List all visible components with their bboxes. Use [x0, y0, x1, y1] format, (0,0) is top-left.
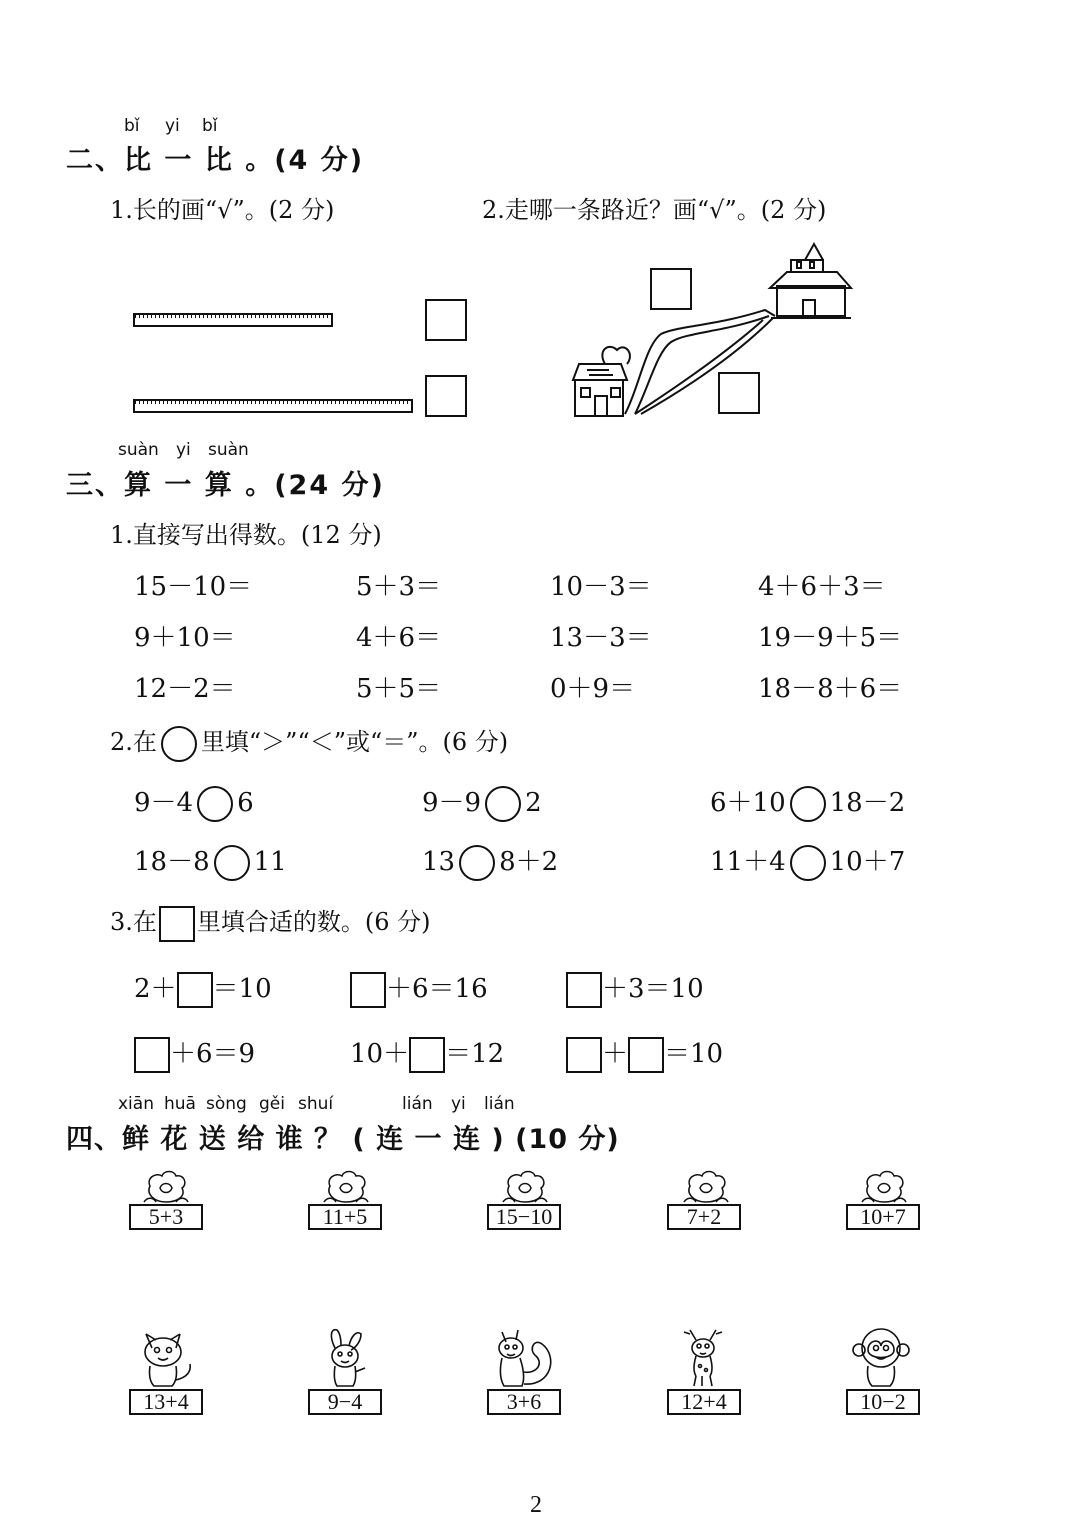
fill-text: ＋: [602, 1039, 629, 1069]
cat-icon: [136, 1326, 196, 1388]
fill-r2c2: [350, 1033, 504, 1073]
flower-card-5[interactable]: 10+7: [846, 1204, 920, 1230]
s3-question-2: [110, 722, 508, 762]
calc-r3c1: 12－2＝: [134, 674, 236, 704]
calc-r2c4: 19－9＋5＝: [758, 623, 903, 653]
flower-icon: [140, 1168, 192, 1204]
fill-r2c3: [566, 1033, 723, 1073]
flower-icon: [320, 1168, 372, 1204]
compare-right: 18－2: [829, 788, 906, 818]
section-2-heading: 二、比 一 比 。(4 分): [66, 145, 365, 176]
fill-text: 10＋: [350, 1039, 410, 1069]
animal-card-5[interactable]: 10−2: [846, 1389, 920, 1415]
pinyin-bi-1: bǐ: [124, 116, 140, 136]
compare-circle[interactable]: [197, 786, 233, 822]
fill-box[interactable]: [566, 972, 602, 1008]
school-icon: [770, 244, 851, 318]
q2-suffix: 里填“＞”“＜”或“＝”。(6 分): [200, 728, 509, 756]
calc-r2c3: 13－3＝: [550, 623, 652, 653]
calc-r1c4: 4＋6＋3＝: [758, 572, 886, 602]
pinyin-hua: huā: [164, 1094, 196, 1114]
fill-text: ＝10: [212, 974, 272, 1004]
flower-card-3[interactable]: 15−10: [487, 1204, 561, 1230]
compare-r1c1: [134, 782, 254, 822]
answer-box-short-ruler[interactable]: [425, 299, 467, 341]
calc-r2c2: 4＋6＝: [356, 623, 442, 653]
compare-right: 10＋7: [829, 847, 906, 877]
compare-left: 18－8: [134, 847, 210, 877]
fill-box[interactable]: [409, 1037, 445, 1073]
compare-circle[interactable]: [214, 845, 250, 881]
sample-circle: [161, 726, 197, 762]
flower-icon: [858, 1168, 910, 1204]
compare-right: 2: [525, 788, 542, 818]
home-icon: [573, 347, 630, 416]
squirrel-icon: [492, 1326, 558, 1388]
compare-left: 9－4: [134, 788, 194, 818]
pinyin-gei: gěi: [259, 1094, 285, 1114]
pinyin-shui: shuí: [298, 1094, 334, 1114]
compare-r2c2: [422, 841, 558, 881]
fill-box[interactable]: [134, 1037, 170, 1073]
sample-box: [159, 906, 195, 942]
fill-r1c3: [566, 968, 704, 1008]
fill-r1c1: [134, 968, 272, 1008]
pinyin-yi: yi: [165, 116, 180, 136]
fill-text: ＋6＝16: [386, 974, 488, 1004]
section-4-heading: 四、鲜 花 送 给 谁 ？ ( 连 一 连 ) (10 分): [66, 1124, 620, 1155]
fill-box[interactable]: [566, 1037, 602, 1073]
short-ruler: [133, 313, 333, 327]
compare-circle[interactable]: [459, 845, 495, 881]
s2-question-1: 1.长的画“√”。(2 分): [110, 196, 335, 224]
compare-left: 9－9: [422, 788, 482, 818]
deer-icon: [674, 1326, 734, 1388]
compare-r1c3: [710, 782, 905, 822]
monkey-icon: [850, 1324, 912, 1388]
answer-box-long-ruler[interactable]: [425, 375, 467, 417]
calc-r1c3: 10－3＝: [550, 572, 652, 602]
compare-circle[interactable]: [790, 786, 826, 822]
fill-text: ＝10: [664, 1039, 724, 1069]
flower-icon: [499, 1168, 551, 1204]
calc-r3c2: 5＋5＝: [356, 674, 442, 704]
s2-question-2: 2.走哪一条路近？画“√”。(2 分): [482, 196, 827, 224]
fill-text: 2＋: [134, 974, 177, 1004]
animal-card-1[interactable]: 13+4: [129, 1389, 203, 1415]
fill-box[interactable]: [628, 1037, 664, 1073]
s3-question-1: 1.直接写出得数。(12 分): [110, 521, 382, 549]
pinyin-suan-1: suàn: [118, 440, 159, 460]
flower-card-4[interactable]: 7+2: [667, 1204, 741, 1230]
long-ruler: [133, 399, 413, 413]
animal-card-4[interactable]: 12+4: [667, 1389, 741, 1415]
compare-left: 13: [422, 847, 456, 877]
calc-r1c1: 15－10＝: [134, 572, 253, 602]
calc-r3c3: 0＋9＝: [550, 674, 636, 704]
q3-suffix: 里填合适的数。(6 分): [196, 908, 431, 936]
flower-card-1[interactable]: 5+3: [129, 1204, 203, 1230]
road-paths: [625, 310, 775, 414]
compare-right: 11: [253, 847, 287, 877]
roads-houses-illustration: [565, 238, 860, 423]
pinyin-lian-1: lián: [402, 1094, 433, 1114]
pinyin-xian: xiān: [118, 1094, 154, 1114]
compare-left: 11＋4: [710, 847, 786, 877]
fill-r2c1: [134, 1033, 255, 1073]
flower-icon: [680, 1168, 732, 1204]
page-number: 2: [530, 1492, 542, 1518]
flower-card-2[interactable]: 11+5: [308, 1204, 382, 1230]
s3-question-3: [110, 902, 431, 942]
fill-text: ＋3＝10: [602, 974, 704, 1004]
rabbit-icon: [315, 1326, 375, 1388]
q3-prefix: 3.在: [110, 908, 157, 936]
calc-r3c4: 18－8＋6＝: [758, 674, 903, 704]
compare-right: 6: [237, 788, 254, 818]
compare-circle[interactable]: [790, 845, 826, 881]
compare-r2c1: [134, 841, 287, 881]
pinyin-yi-3: yi: [451, 1094, 466, 1114]
fill-text: ＝12: [445, 1039, 505, 1069]
pinyin-yi-2: yi: [176, 440, 191, 460]
pinyin-lian-2: lián: [484, 1094, 515, 1114]
fill-box[interactable]: [177, 972, 213, 1008]
calc-r2c1: 9＋10＝: [134, 623, 236, 653]
compare-left: 6＋10: [710, 788, 786, 818]
calc-r1c2: 5＋3＝: [356, 572, 442, 602]
compare-r2c3: [710, 841, 905, 881]
q2-prefix: 2.在: [110, 728, 157, 756]
pinyin-song: sòng: [206, 1094, 247, 1114]
section-3-heading: 三、算 一 算 。(24 分): [66, 470, 385, 501]
fill-text: ＋6＝9: [170, 1039, 256, 1069]
animal-card-3[interactable]: 3+6: [487, 1389, 561, 1415]
compare-r1c2: [422, 782, 542, 822]
compare-right: 8＋2: [499, 847, 559, 877]
fill-box[interactable]: [350, 972, 386, 1008]
compare-circle[interactable]: [485, 786, 521, 822]
animal-card-2[interactable]: 9−4: [308, 1389, 382, 1415]
fill-r1c2: [350, 968, 488, 1008]
pinyin-bi-2: bǐ: [202, 116, 218, 136]
pinyin-suan-2: suàn: [208, 440, 249, 460]
